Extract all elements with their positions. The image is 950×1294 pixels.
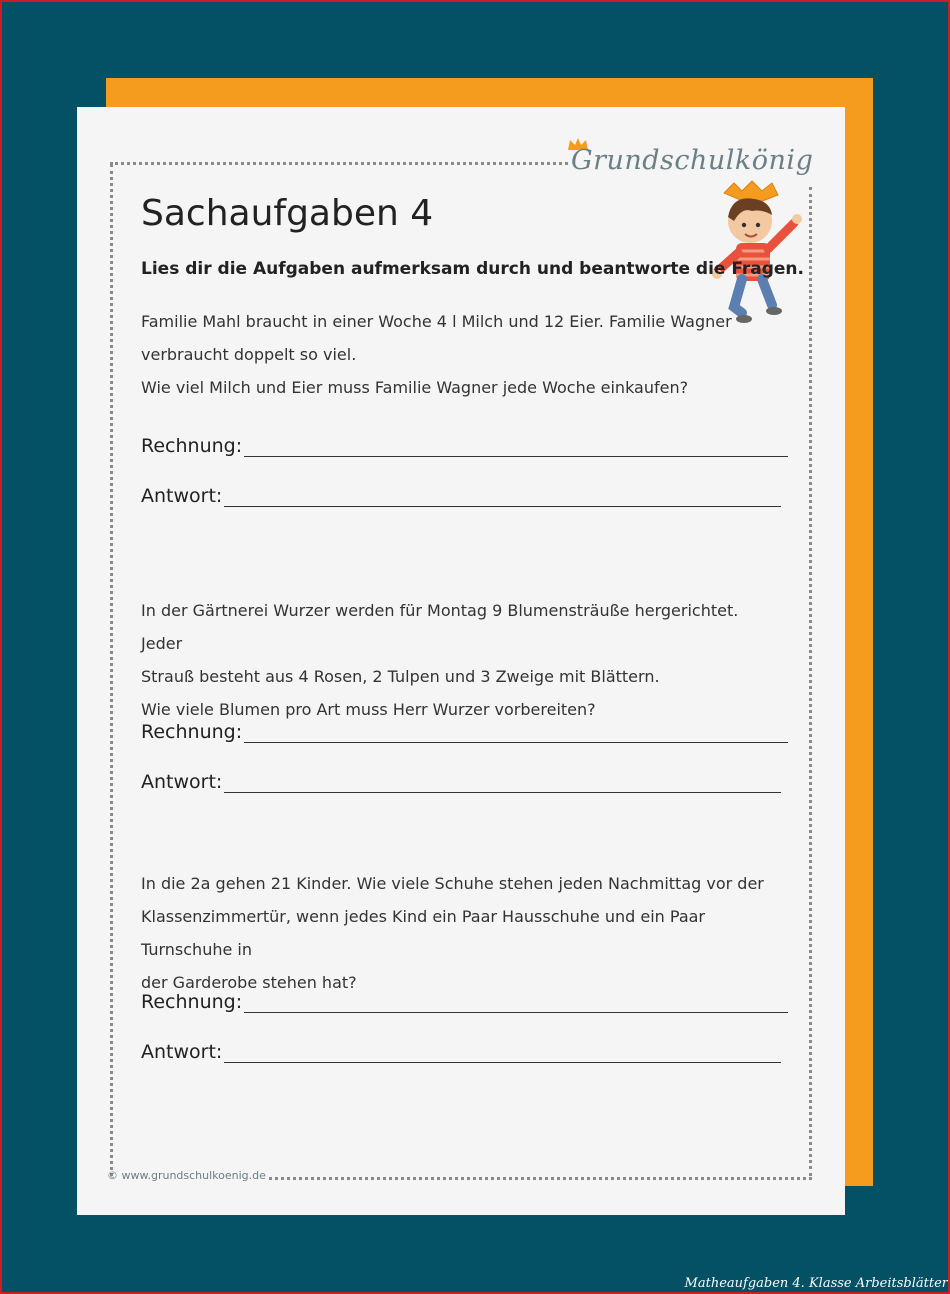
calculation-label: Rechnung: [141,991,243,1013]
dotted-border-left [110,164,113,1176]
task-text-line: In der Gärtnerei Wurzer werden für Montag 9 Blumensträuße hergerichtet. Jeder [141,601,739,653]
task-text-line: Wie viele Blumen pro Art muss Herr Wurzer vorbereiten? [141,700,596,719]
task-text-line: In die 2a gehen 21 Kinder. Wie viele Schuhe stehen jeden Nachmittag vor der [141,874,764,893]
answer-label: Antwort: [141,485,223,507]
task-3 [141,867,791,999]
answer-line[interactable] [224,492,781,507]
calculation-label: Rechnung: [141,435,243,457]
task-text-line: Wie viel Milch und Eier muss Familie Wagner jede Woche einkaufen? [141,378,689,397]
answer-line[interactable] [224,778,781,793]
answer-field[interactable] [141,485,781,507]
calculation-field[interactable] [141,435,788,457]
dotted-border-bottom [269,1177,812,1180]
calculation-field[interactable] [141,991,788,1013]
instruction-text: Lies dir die Aufgaben aufmerksam durch und beantworte die Fragen. [141,259,804,279]
answer-field[interactable] [141,1041,781,1063]
footer-copyright: © www.grundschulkoenig.de [107,1169,266,1182]
task-text-line: verbraucht doppelt so viel. [141,345,357,364]
answer-label: Antwort: [141,1041,223,1063]
task-1 [141,305,771,404]
task-text-line: Klassenzimmertür, wenn jedes Kind ein Paar Hausschuhe und ein Paar Turnschuhe in [141,907,705,959]
brand-logo: Grundschulkönig [571,145,814,176]
task-text-line: Strauß besteht aus 4 Rosen, 2 Tulpen und 3 Zweige mit Blättern. [141,667,660,686]
calculation-line[interactable] [244,998,788,1013]
calculation-label: Rechnung: [141,721,243,743]
calculation-line[interactable] [244,442,788,457]
dotted-border-top [110,162,568,165]
calculation-line[interactable] [244,728,788,743]
task-text-line: Familie Mahl braucht in einer Woche 4 l Milch und 12 Eier. Familie Wagner [141,312,732,331]
worksheet-title: Sachaufgaben 4 [141,193,434,234]
answer-label: Antwort: [141,771,223,793]
answer-field[interactable] [141,771,781,793]
task-text-line: der Garderobe stehen hat? [141,973,357,992]
task-2 [141,594,771,726]
answer-line[interactable] [224,1048,781,1063]
image-caption: Matheaufgaben 4. Klasse Arbeitsblätter [684,1276,948,1291]
calculation-field[interactable] [141,721,788,743]
worksheet-page [77,107,845,1215]
